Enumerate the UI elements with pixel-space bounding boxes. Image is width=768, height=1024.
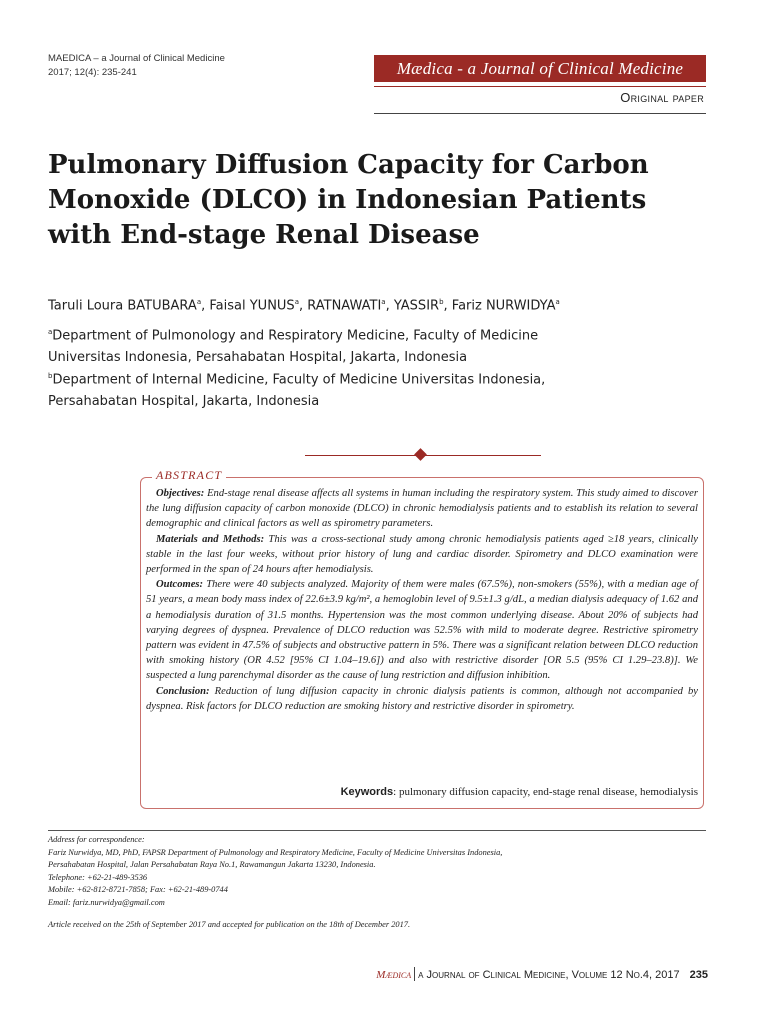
author-affil-mark: a [196, 298, 202, 306]
ornament-diamond-icon [414, 448, 427, 461]
conclusion-text: Reduction of lung diffusion capacity in chronic dialysis patients is common, although not accompanied by dyspnea. Risk factors for DLCO reduction are smoking history and restrictive disorder in spirometry. [146, 685, 699, 712]
author: YASSIR [393, 298, 440, 314]
banner-divider [374, 86, 706, 87]
affil-line: Department of Pulmonology and Respiratory Medicine, Faculty of Medicine [52, 328, 539, 344]
correspondence-mobile: Mobile: +62-812-8721-7858; Fax: +62-21-489-0744 [48, 885, 228, 895]
conclusion-heading: Conclusion: [156, 685, 210, 697]
methods-text: This was a cross-sectional study among chronic hemodialysis patients aged ≥18 years, clinically stable in the last four weeks, without prior history of lung and cardiac disorder. Spirometry and DLCO examination were performed in the span of 24 hours after hemodialysis. [146, 533, 698, 576]
author: RATNAWATI [307, 298, 382, 314]
author-list: Taruli Loura BATUBARA$^a$, Faisal YUNUS$^a$, RATNAWATI$^a$, YASSIR$^b$, Fariz NURWIDYA$^a$ [48, 298, 560, 314]
correspondence-heading: Address for correspondence: [48, 835, 145, 844]
journal-volume: 2017; 12(4): 235-241 [48, 67, 137, 78]
correspondence-line: Persahabatan Hospital, Jalan Persahabatan Raya No.1, Rawamangun Jakarta 13230, Indonesia. [48, 860, 376, 870]
correspondence-block [48, 834, 708, 910]
correspondence-email: Email: fariz.nurwidya@gmail.com [48, 897, 165, 907]
author: Faisal YUNUS [209, 298, 295, 314]
correspondence-line: Fariz Nurwidya, MD, PhD, FAPSR Department of Pulmonology and Respiratory Medicine, Faculty of Medicine Universitas Indonesia, [48, 847, 503, 857]
author: Taruli Loura BATUBARA [48, 298, 197, 314]
author-affil-mark: a [381, 298, 386, 306]
affil-mark: b [48, 372, 53, 380]
footer-journal: a Journal of Clinical Medicine, Volume 12 No.4, 2017 [418, 969, 680, 981]
correspondence-phone: Telephone: +62-21-489-3536 [48, 872, 148, 882]
affil-line: Universitas Indonesia, Persahabatan Hospital, Jakarta, Indonesia [48, 350, 468, 366]
abstract-methods [146, 532, 698, 578]
methods-heading: Materials and Methods: [156, 533, 265, 545]
affil-mark: a [48, 328, 53, 336]
received-note: Article received on the 25th of September 2017 and accepted for publication on the 18th of December 2017. [48, 920, 411, 929]
page-footer [300, 967, 708, 981]
affiliation-a [48, 321, 608, 369]
author-affil-mark: b [439, 298, 444, 306]
abstract-objectives [146, 486, 698, 532]
page-number: 235 [689, 969, 708, 981]
affiliation-b [48, 365, 608, 413]
keywords-text: : pulmonary diffusion capacity, end-stage renal disease, hemodialysis [393, 786, 698, 798]
keywords-heading: Keywords [340, 786, 394, 798]
affil-line: Persahabatan Hospital, Jakarta, Indonesia [48, 394, 320, 410]
journal-name: MAEDICA – a Journal of Clinical Medicine [48, 53, 225, 64]
abstract-label: ABSTRACT [152, 468, 226, 483]
correspondence-divider [48, 830, 706, 831]
author-affil-mark: a [555, 298, 560, 306]
paper-type-divider [374, 113, 706, 114]
journal-banner: Mædica - a Journal of Clinical Medicine [374, 55, 706, 82]
affil-line: Department of Internal Medicine, Faculty of Medicine Universitas Indonesia, [52, 372, 546, 388]
author-affil-mark: a [294, 298, 299, 306]
objectives-heading: Objectives: [156, 488, 205, 499]
abstract-conclusion [146, 684, 698, 714]
abstract-outcomes [146, 577, 698, 683]
paper-type: Original paper [620, 90, 704, 105]
article-title: Pulmonary Diffusion Capacity for Carbon Monoxide (DLCO) in Indonesian Patients with End-stage Renal Disease [48, 150, 649, 250]
abstract-body [146, 486, 698, 714]
footer-brand: Mædica [376, 969, 412, 981]
author: Fariz NURWIDYA [451, 298, 556, 314]
keywords [146, 786, 698, 798]
outcomes-heading: Outcomes: [156, 579, 204, 591]
outcomes-text: There were 40 subjects analyzed. Majority of them were males (67.5%), non-smokers (55%), with a median age of 51 years, a mean body mass index of 22.6±3.9 kg/m², a hemoglobin level of 9.5±1.3 g/dL, a median dialysis adequacy of 1.62 and a hemodialysis duration of 31.5 months. Hypertension was the most common underlying disease. About 20% of subjects had varying degrees of dyspnea. Prevalence of DLCO reduction was 52.5% with mild to moderate degree. Restrictive spirometry pattern was evident in 47.5% of subjects and obstructive pattern in 5%. There was a significant relation between DLCO reduction with smoking history (OR 4.52 [95% CI 1.04–19.6]) and also with restrictive disorder [OR 5.5 (95% CI 1.29–23.8)]. We suspected a lung parenchymal disorder as the cause of lung restriction and diffusion inhibition. [146, 579, 698, 682]
footer-separator [414, 967, 415, 981]
journal-citation [48, 52, 225, 80]
objectives-text: End-stage renal disease affects all systems in human including the respiratory system. This study aimed to discover the lung diffusion capacity of carbon monoxide (DLCO) in chronic hemodialysis patients and to establish its relation to several demographic and clinical factors as well as spirometry parameters. [146, 488, 699, 530]
